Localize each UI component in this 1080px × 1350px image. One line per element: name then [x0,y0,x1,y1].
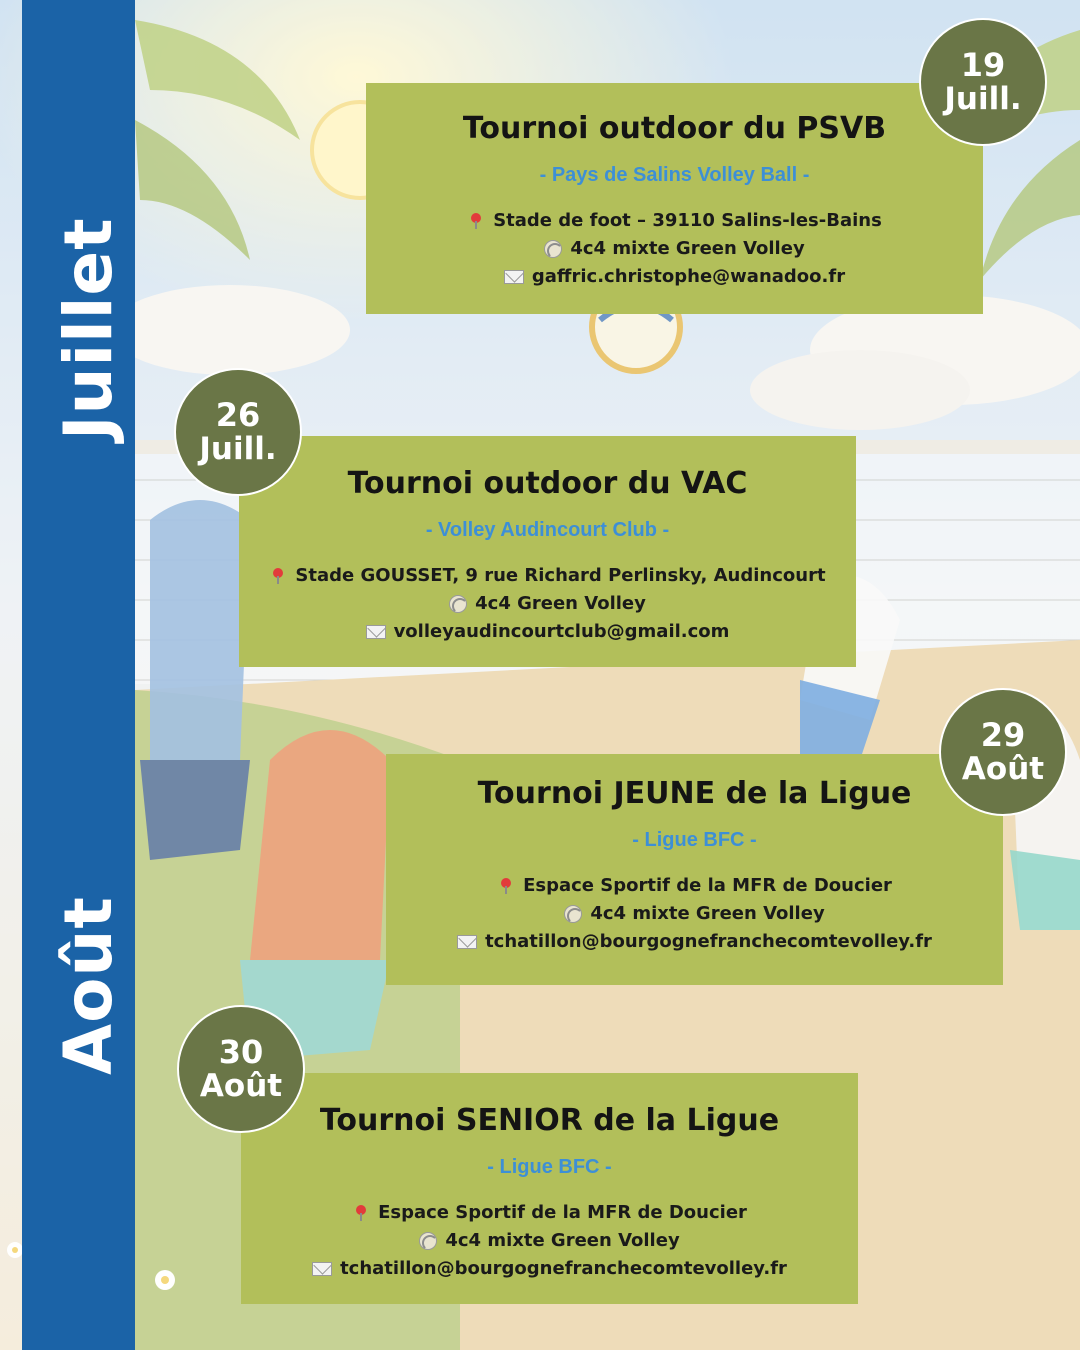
event-organizer: - Ligue BFC - [487,1156,612,1178]
contact-email[interactable]: gaffric.christophe@wanadoo.fr [531,266,846,287]
contact-email[interactable]: volleyaudincourtclub@gmail.com [393,621,730,642]
date-badge [177,1005,305,1133]
contact-email[interactable]: tchatillon@bourgognefranchecomtevolley.fr [340,1258,787,1279]
date-day: 29 [980,716,1026,754]
date-month: Juill. [944,81,1022,117]
event-title: Tournoi SENIOR de la Ligue [319,1103,780,1138]
month-label-aout: Août [50,896,127,1075]
pin-icon [352,1204,370,1222]
date-day: 26 [215,396,261,434]
envelope-icon [312,1262,332,1276]
envelope-icon [457,935,477,949]
pin-icon [497,877,515,895]
volleyball-icon [564,905,582,923]
date-day: 19 [960,46,1006,84]
event-location: Espace Sportif de la MFR de Doucier [386,872,1003,900]
pin-icon [467,212,485,230]
event-format: 4c4 mixte Green Volley [386,900,1003,928]
contact-email[interactable]: tchatillon@bourgognefranchecomtevolley.fr [485,931,932,952]
month-label-juillet: Juillet [50,217,127,440]
month-sidebar [22,0,135,1350]
volleyball-icon [544,240,562,258]
event-contact [386,928,1003,956]
date-day: 30 [218,1033,264,1071]
date-month: Août [961,751,1045,787]
event-format: 4c4 mixte Green Volley [366,235,983,263]
date-month: Juill. [199,431,277,467]
event-organizer: - Ligue BFC - [632,829,757,851]
event-card-jeune [386,754,1003,985]
date-badge [939,688,1067,816]
event-card-senior [241,1073,858,1304]
event-organizer: - Pays de Salins Volley Ball - [539,164,810,186]
event-format: 4c4 Green Volley [239,590,856,618]
pin-icon [269,567,287,585]
event-card-psvb [366,83,983,314]
event-format: 4c4 mixte Green Volley [241,1227,858,1255]
event-location: Espace Sportif de la MFR de Doucier [241,1199,858,1227]
event-location: Stade de foot – 39110 Salins-les-Bains [366,207,983,235]
date-month: Août [199,1068,283,1104]
event-title: Tournoi outdoor du VAC [347,466,748,501]
event-card-vac [239,436,856,667]
event-title: Tournoi outdoor du PSVB [462,111,887,146]
volleyball-icon [419,1232,437,1250]
event-contact [239,618,856,646]
volleyball-icon [449,595,467,613]
event-contact [366,263,983,291]
date-badge [919,18,1047,146]
event-organizer: - Volley Audincourt Club - [425,519,670,541]
event-contact [241,1255,858,1283]
event-title: Tournoi JEUNE de la Ligue [477,776,912,811]
event-location: Stade GOUSSET, 9 rue Richard Perlinsky, Audincourt [239,562,856,590]
envelope-icon [366,625,386,639]
envelope-icon [504,270,524,284]
date-badge [174,368,302,496]
